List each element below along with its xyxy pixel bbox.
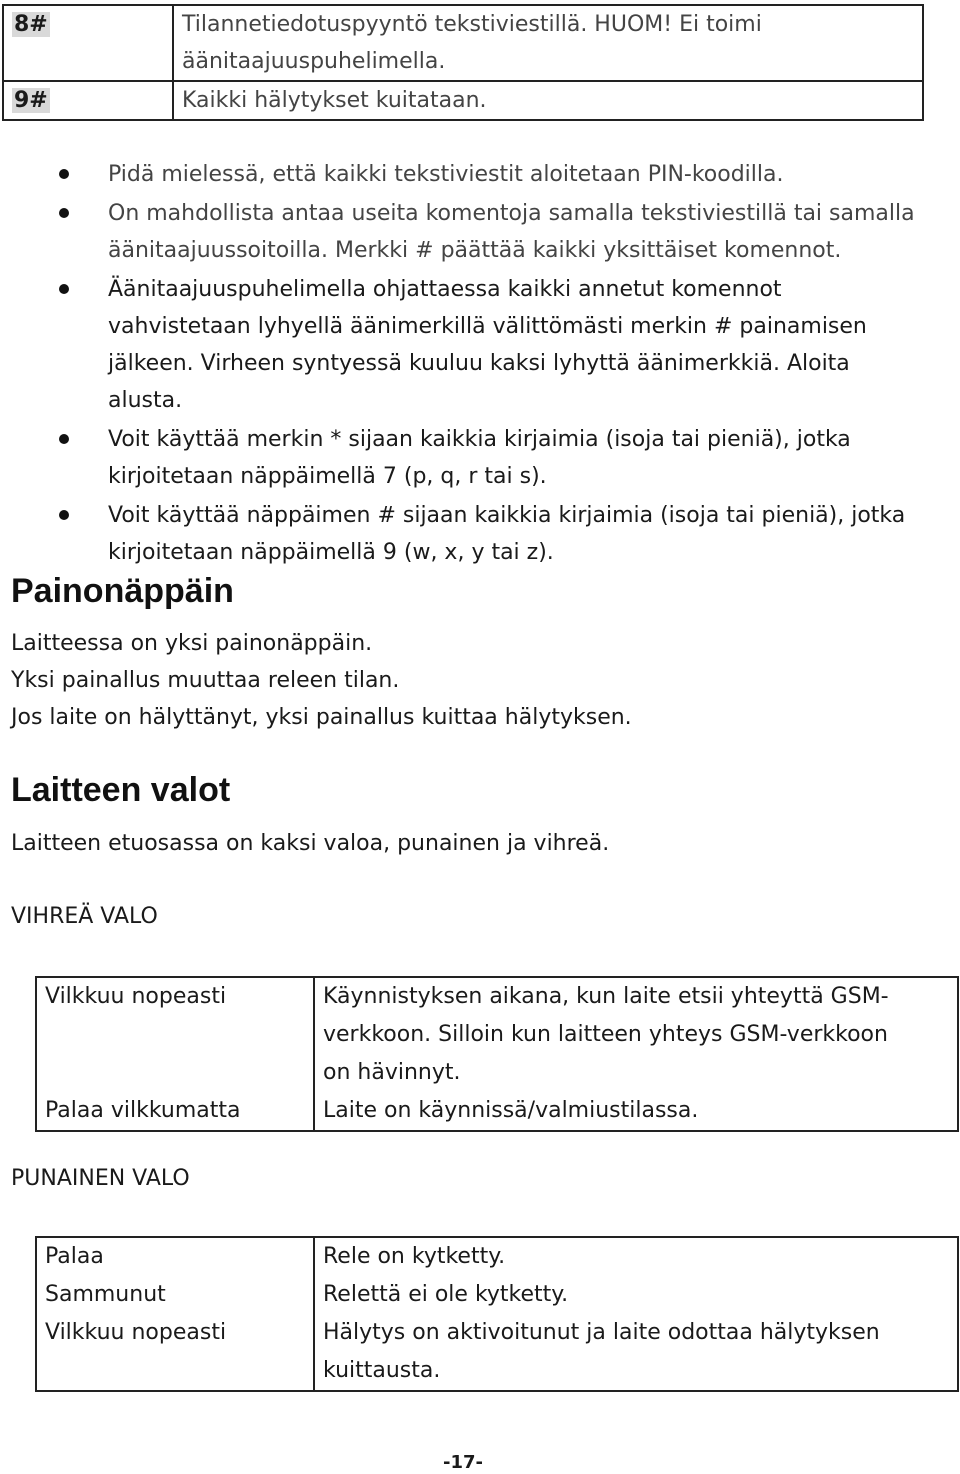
list-item — [0, 271, 960, 419]
light-meaning: Laite on käynnissä/valmiustilassa. — [323, 1098, 699, 1123]
command-code-text: 8# — [14, 12, 48, 37]
table-row — [36, 1092, 958, 1131]
paragraph: Yksi painallus muuttaa releen tilan. — [11, 668, 400, 693]
command-code — [3, 5, 173, 81]
light-meaning — [314, 977, 958, 1092]
light-meaning: Rele on kytketty. — [323, 1244, 506, 1269]
light-meaning: Relettä ei ole kytketty. — [323, 1282, 569, 1307]
list-item — [0, 497, 960, 571]
red-light-label: PUNAINEN VALO — [11, 1166, 190, 1191]
list-item-text: Voit käyttää näppäimen # sijaan kaikkia kirjaimia (isoja tai pieniä), jotka kirjoitetaan näppäimellä 9 (w, x, y tai z). — [108, 503, 906, 565]
command-code-text: 9# — [14, 88, 48, 113]
list-item-text: On mahdollista antaa useita komentoja samalla tekstiviestillä tai samalla äänitaajuussoitoilla. Merkki # päättää kaikki yksittäiset komennot. — [108, 201, 915, 263]
table-row — [36, 1314, 958, 1391]
bullet-icon — [59, 434, 69, 444]
paragraph: Laitteen etuosassa on kaksi valoa, punainen ja vihreä. — [11, 831, 610, 856]
table-row — [36, 1237, 958, 1276]
bullet-icon — [59, 284, 69, 294]
notes-list — [0, 156, 960, 573]
list-item-text: Voit käyttää merkin * sijaan kaikkia kirjaimia (isoja tai pieniä), jotka kirjoitetaan näppäimellä 7 (p, q, r tai s). — [108, 427, 851, 489]
light-state: Vilkkuu nopeasti — [36, 977, 314, 1092]
list-item — [0, 421, 960, 495]
light-meaning: Hälytys on aktivoitunut ja laite odottaa hälytyksen kuittausta. — [323, 1320, 880, 1383]
paragraph: Laitteessa on yksi painonäppäin. — [11, 631, 373, 656]
list-item-text: Äänitaajuuspuhelimella ohjattaessa kaikki annetut komennot vahvistetaan lyhyellä äänimerkillä välittömästi merkin # painamisen jälkeen. Virheen syntyessä kuuluu kaksi lyhyttä äänimerkkiä. Aloita alusta. — [108, 277, 867, 413]
light-meaning-text: Käynnistyksen aikana, kun laite etsii yhteyttä GSM-verkkoon. Silloin kun laitteen yhteys GSM-verkkoon on hävinnyt. — [323, 984, 889, 1085]
light-state: Palaa — [36, 1237, 314, 1276]
green-light-table — [35, 976, 959, 1132]
bullet-icon — [59, 510, 69, 520]
bullet-icon — [59, 169, 69, 179]
command-table — [2, 4, 924, 121]
red-light-table — [35, 1236, 959, 1392]
page-number: -17- — [443, 1452, 483, 1473]
list-item — [0, 195, 960, 269]
section-heading-lights: Laitteen valot — [11, 771, 231, 809]
table-row — [36, 977, 958, 1092]
command-code — [3, 81, 173, 120]
green-light-label: VIHREÄ VALO — [11, 904, 158, 929]
paragraph: Jos laite on hälyttänyt, yksi painallus kuittaa hälytyksen. — [11, 705, 632, 730]
list-item-text: Pidä mielessä, että kaikki tekstiviestit aloitetaan PIN-koodilla. — [108, 162, 784, 187]
table-row — [3, 5, 923, 81]
section-heading-button: Painonäppäin — [11, 572, 234, 610]
light-state: Palaa vilkkumatta — [36, 1092, 314, 1131]
bullet-icon — [59, 208, 69, 218]
light-state: Vilkkuu nopeasti — [36, 1314, 314, 1391]
command-description: Kaikki hälytykset kuitataan. — [173, 81, 923, 120]
table-row — [36, 1276, 958, 1314]
command-description: Tilannetiedotuspyyntö tekstiviestillä. HUOM! Ei toimi äänitaajuuspuhelimella. — [173, 5, 923, 81]
light-state: Sammunut — [36, 1276, 314, 1314]
list-item — [0, 156, 960, 193]
table-row — [3, 81, 923, 120]
